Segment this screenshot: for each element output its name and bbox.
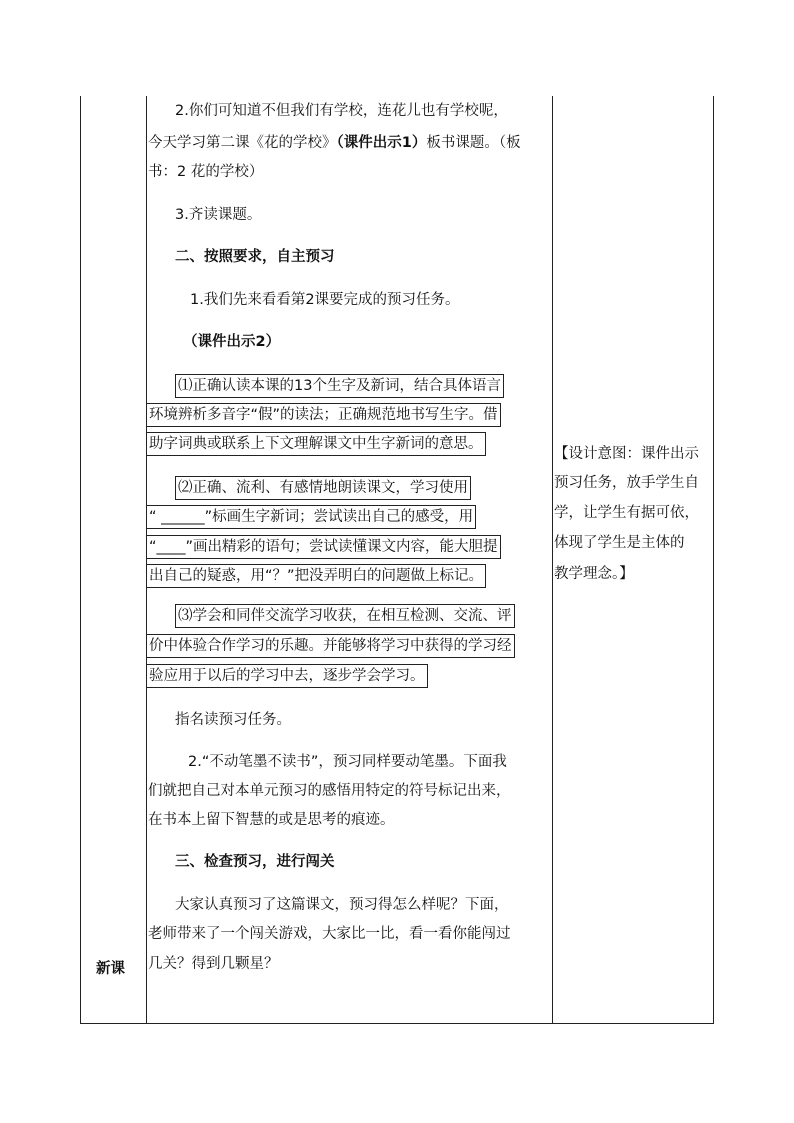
task3-line3: 验应用于以后的学习中去，逐步学会学习。 — [146, 664, 428, 688]
lesson-title-text: 今天学习第二课《花的学校》 — [148, 135, 337, 151]
courseware-label-2: （课件出示2） — [183, 334, 281, 350]
design-intent-line4: 体现了学生是主体的 — [554, 535, 685, 551]
paragraph-game-line3: 几关？得到几颗星？ — [148, 956, 279, 972]
task1-line2: 环境辨析多音字“假”的读法；正确规范地书写生字。借 — [146, 403, 501, 427]
board-note: 板书课题。（板 — [426, 135, 521, 151]
paragraph-intro-line2 — [148, 131, 552, 155]
design-intent-line5: 教学理念。】 — [554, 566, 634, 582]
design-intent-line1: 【设计意图：课件出示 — [554, 446, 699, 462]
task2-line2: “ ______”标画生字新词；尝试读出自己的感受，用 — [146, 505, 476, 529]
task3-line1: ⑶学会和同伴交流学习收获，在相互检测、交流、评 — [175, 604, 515, 628]
task2-line1: ⑵正确、流利、有感情地朗读课文，学习使用 — [175, 476, 471, 500]
table-border-left — [80, 96, 81, 1024]
table-border-col1 — [146, 96, 147, 1024]
paragraph-read-title: 3.齐读课题。 — [175, 207, 262, 223]
task1-line1: ⑴正确认读本课的13个生字及新词，结合具体语言 — [175, 374, 504, 398]
paragraph-intro-line1: 2.你们可知道不但我们有学校，连花儿也有学校呢， — [175, 103, 508, 119]
paragraph-intro-line3: 书：2 花的学校） — [148, 164, 264, 180]
design-intent-line2: 预习任务，放手学生自 — [554, 475, 699, 491]
section-heading-preview: 二、按照要求，自主预习 — [175, 249, 335, 265]
task2-line3: “____”画出精彩的语句；尝试读懂课文内容，能大胆提 — [146, 535, 501, 559]
table-border-col2 — [552, 96, 553, 1024]
table-border-bottom — [80, 1023, 714, 1024]
courseware-note: （课件出示1） — [336, 135, 427, 151]
section-heading-check: 三、检查预习，进行闯关 — [175, 854, 335, 870]
paragraph-annotate-line1: 2.“不动笔墨不读书”，预习同样要动笔墨。下面我 — [188, 754, 507, 770]
design-intent-line3: 学，让学生有据可依， — [554, 505, 699, 521]
paragraph-game-line1: 大家认真预习了这篇课文，预习得怎么样呢？下面， — [175, 897, 509, 913]
task3-line2: 价中体验合作学习的乐趣。并能够将学习中获得的学习经 — [146, 634, 515, 658]
paragraph-preview-task: 1.我们先来看看第2课要完成的预习任务。 — [190, 292, 460, 308]
paragraph-game-line2: 老师带来了一个闯关游戏，大家比一比，看一看你能闯过 — [148, 926, 511, 942]
paragraph-read-tasks: 指名读预习任务。 — [175, 712, 291, 728]
paragraph-annotate-line3: 在书本上留下智慧的或是思考的痕迹。 — [148, 812, 395, 828]
stage-label: 新课 — [96, 961, 125, 977]
task1-line3: 助字词典或联系上下文理解课文中生字新词的意思。 — [146, 432, 486, 456]
task2-line4: 出自己的疑惑，用“？”把没弄明白的问题做上标记。 — [146, 564, 486, 588]
paragraph-annotate-line2: 们就把自己对本单元预习的感悟用特定的符号标记出来， — [148, 783, 511, 799]
